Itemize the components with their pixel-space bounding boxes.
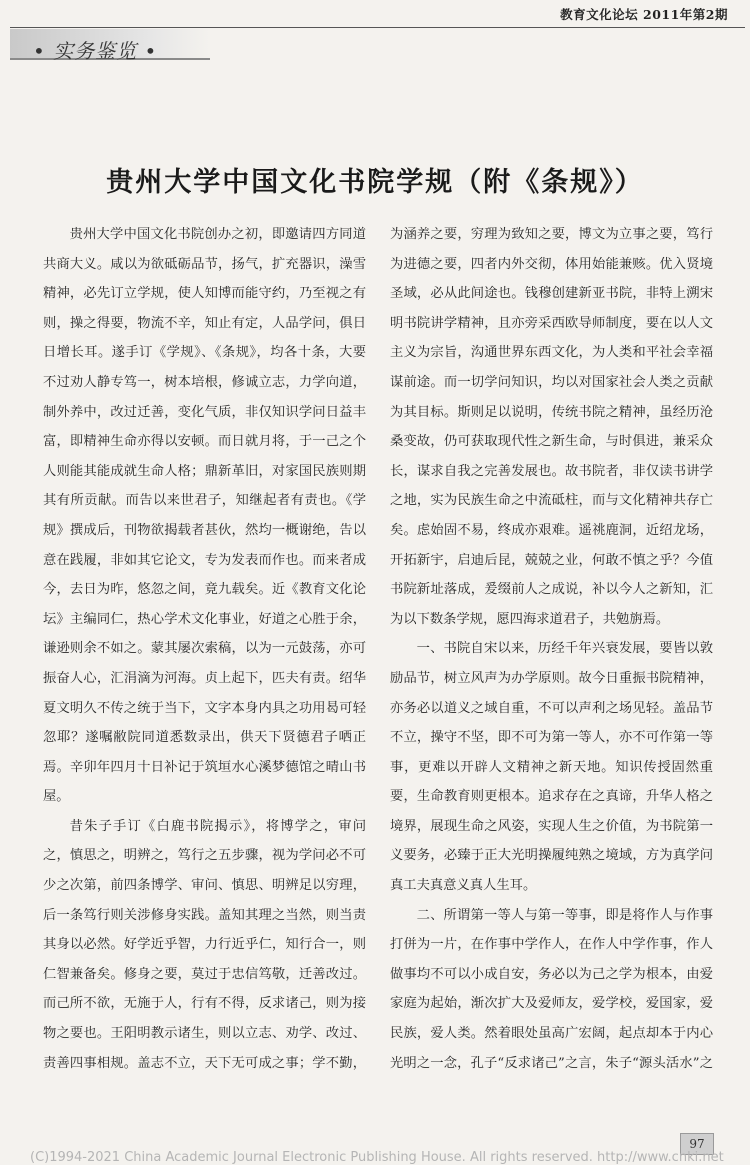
paragraph: 二、所谓第一等人与第一等事，即是将作人与作事打併为一片，在作事中学作人，在作人中学作事，作人做事均不可以小成自安，务必以为己之学为根本，由爱家庭为起始，渐次扩大及爱师友，爱学校，爱国家，爱民族，爱人类。然着眼处虽高广宏阔，起点却本于内心光明之一念，孔子“反求诸己”之言，朱子“源头活水”之 — [390, 907, 713, 1070]
right-column — [390, 220, 713, 1070]
paragraph: 贵州大学中国文化书院创办之初，即邀请四方同道共商大义。咸以为欲砥砺品节，扬气，扩充器识，澡雪精神，必先订立学规，使人知博而能守约，乃至视之有则，操之得要，物流不辛，知止有定，人品学问，俱日日增长耳。遂手订《学规》、《条规》，均各十条，大要不过劝人静专笃一，树本培根，修诚立志，力学向道，制外养中，改过迁善，变化气质，非仅知识学问日益丰富，即精神生命亦得以安顿。而日就月将，于一己之个人则能其能成就生命人格；鼎新革旧，对家国民族则期其有所贡献。而告以来世君子，知继起者有责也。《学规》撰成后，刊物欲揭载者甚伙，然均一概谢绝，告以意在践履，非如其它论文，专为发表而作也。而来者成今，去日为昨，悠忽之间，竟九载矣。近《教育文化论坛》主编同仁，热心学术文化事业，好道之心胜于余，谦逊则余不如之。蒙其屡次索稿，以为一元鼓荡，亦可振奋人心，汇涓滴为河海。贞上起下，匹夫有责。绍华夏文明久不传之统于当下，文字本身内具之功用曷可轻忽耶？遂嘱敝院同道悉数录出，供天下贤德君子哂正焉。辛卯年四月十日补记于筑垣水心溪梦德馆之晴山书屋。 — [43, 227, 366, 805]
paragraph: 一、书院自宋以来，历经千年兴衰发展，要皆以敦励品节，树立风声为办学原则。故今日重振书院精神，亦务必以道义之域自重，不可以声利之场见轻。盖品节不立，操守不坚，即不可为第一等人，亦不可作第一等事，更难以开辟人文精神之新天地。知识传授固然重要，生命教育则更根本。追求存在之真谛，升华人格之境界，展现生命之风姿，实现人生之价值，为书院第一义要务，必臻于正大光明操履纯熟之境域，方为真学问真工夫真意义真人生耳。 — [390, 641, 713, 894]
page-number: 97 — [680, 1133, 714, 1155]
left-column — [43, 220, 366, 1070]
section-tag: • 实务鉴览 • — [33, 39, 158, 63]
paragraph: 昔朱子手订《白鹿书院揭示》，将博学之，审问之，慎思之，明辨之，笃行之五步骤，视为学问必不可少之次第，前四条博学、审问、慎思、明辨足以穷理，后一条笃行则关涉修身实践。盖知其理之当然，则当责其身以必然。好学近乎智，力行近乎仁，知行合一，则仁智兼备矣。修身之要，莫过于忠信笃敬，迁善改过。而己所不欲，无施于人，行有不得，反求诸己，则为接物之要也。王阳明教示诸生，则以立志、劝学、改过、责善四事相规。盖志不立，天下无可成之事；学不勤， — [43, 818, 366, 1070]
article-title: 贵州大学中国文化书院学规（附《条规》） — [106, 167, 644, 199]
header-rule — [10, 27, 745, 28]
footer-watermark: (C)1994-2021 China Academic Journal Electronic Publishing House. All rights reserved. http://www.cnki.net — [30, 1150, 724, 1165]
journal-header: 教育文化论坛 2011年第2期 — [560, 7, 728, 22]
paragraph: 为涵养之要，穷理为致知之要，博文为立事之要，笃行为进德之要，四者内外交彻，体用始能兼赅。优入贤境圣域，必从此间途也。钱穆创建新亚书院，非特上溯宋明书院讲学精神，且亦旁采西欧导师制度，要在以人文主义为宗旨，沟通世界东西文化，为人类和平社会幸福谋前途。而一切学问知识，均以对国家社会人类之贡献为其目标。斯则足以说明，传统书院之精神，虽经历沧桑变故，仍可获取现代性之新生命，与时俱进，兼采众长，谋求自我之完善发展也。故书院者，非仅读书讲学之地，实为民族生命之中流砥柱，而与文化精神共存亡矣。虑始固不易，终成亦艰难。遥祧鹿洞，近绍龙场，开拓新宇，启迪后昆，兢兢之业，何敢不慎之乎？今值书院新址落成，爰缀前人之成说，补以今人之新知，汇为以下数条学规，愿四海求道君子，共勉旃焉。 — [390, 227, 713, 627]
